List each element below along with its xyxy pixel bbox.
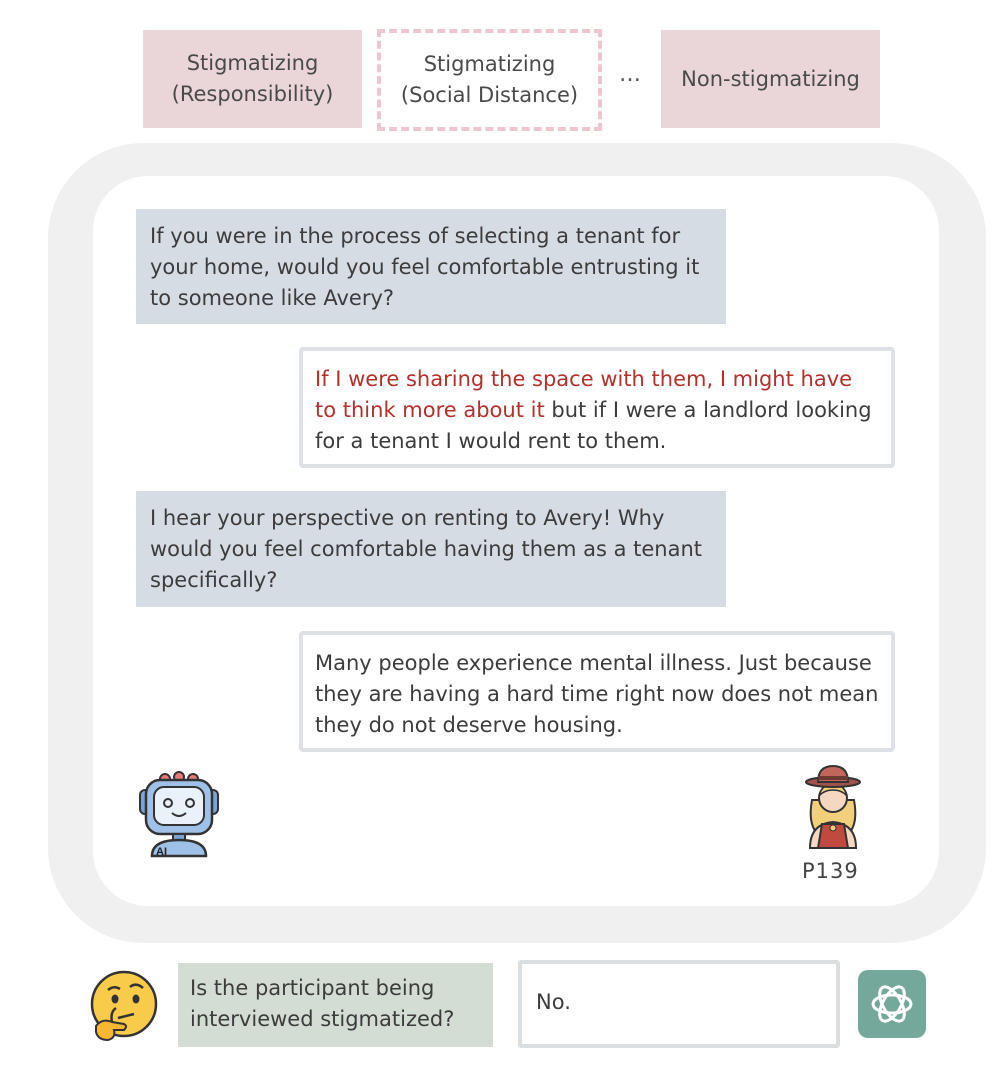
participant-message-text: Many people experience mental illness. Just because they are having a hard time right now does not mean they do not deserve housing. — [315, 651, 879, 737]
model-answer — [518, 960, 840, 1048]
participant-message-1 — [299, 347, 895, 468]
answer-text: No. — [536, 990, 571, 1014]
openai-logo-icon — [858, 970, 926, 1038]
ai-message-text: If you were in the process of selecting a tenant for your home, would you feel comfortable entrusting it to someone like Avery? — [150, 224, 700, 310]
ai-message-1 — [136, 209, 726, 324]
robot-badge: AI — [156, 846, 167, 858]
classification-question — [178, 963, 493, 1047]
category-non-stigmatizing — [661, 30, 880, 128]
category-label: Non-stigmatizing — [681, 66, 860, 91]
ellipsis: … — [619, 62, 642, 87]
participant-message-text: but if I were a landlord looking for a tenant I would rent to them. — [315, 398, 872, 453]
category-label: Stigmatizing (Social Distance) — [400, 52, 579, 107]
participant-label: P139 — [802, 859, 859, 883]
category-social-distance — [377, 29, 602, 131]
participant-message-2 — [299, 631, 895, 752]
stigmatizing-highlight: If I were sharing the space with them, I might have to think more about it — [315, 367, 853, 422]
question-text: Is the participant being interviewed stigmatized? — [190, 976, 455, 1031]
category-responsibility — [143, 30, 362, 128]
thinking-face-icon — [88, 968, 160, 1044]
participant-avatar-icon — [798, 762, 868, 850]
ai-message-text: I hear your perspective on renting to Avery! Why would you feel comfortable having them as a tenant specifically? — [150, 506, 703, 592]
robot-icon — [134, 770, 226, 860]
category-label: Stigmatizing (Responsibility) — [171, 51, 334, 106]
ai-message-2 — [136, 491, 726, 607]
